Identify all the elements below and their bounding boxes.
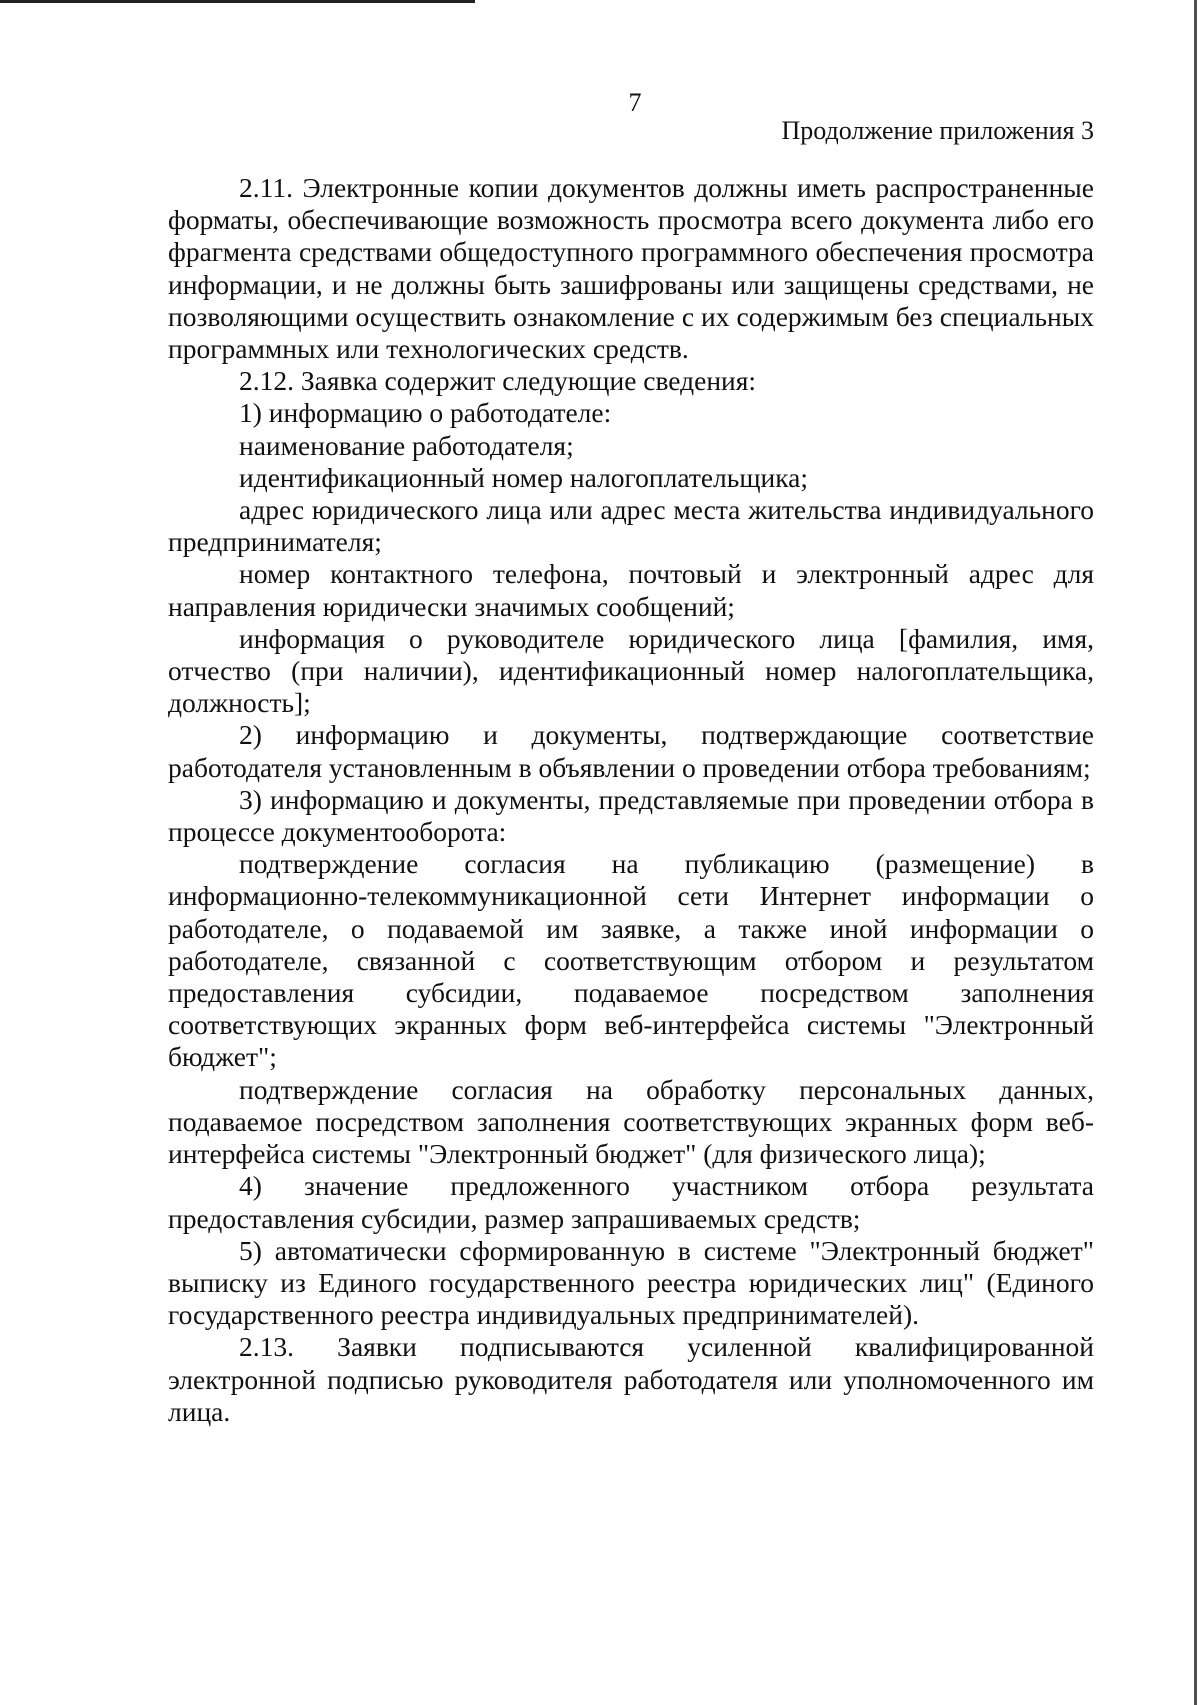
- appendix-continuation-label: Продолжение приложения 3: [781, 116, 1094, 145]
- list-subitem: информация о руководителе юридического лица [фамилия, имя, отчество (при наличии), идентификационный номер налогоплательщика, должность];: [168, 622, 1094, 719]
- list-subitem: адрес юридического лица или адрес места жительства индивидуального предпринимателя;: [168, 494, 1094, 558]
- scan-edge-top: [0, 0, 475, 3]
- list-subitem: подтверждение согласия на обработку персональных данных, подаваемое посредством заполнения соответствующих экранных форм веб-интерфейса системы "Электронный бюджет" (для физического лица);: [168, 1073, 1094, 1170]
- list-subitem: номер контактного телефона, почтовый и электронный адрес для направления юридически значимых сообщений;: [168, 558, 1094, 622]
- scan-edge-right: [1194, 0, 1197, 1705]
- list-item-2: 2) информацию и документы, подтверждающие соответствие работодателя установленным в объявлении о проведении отбора требованиям;: [168, 719, 1094, 783]
- paragraph-2-12: 2.12. Заявка содержит следующие сведения:: [239, 365, 757, 397]
- list-subitem: подтверждение согласия на публикацию (размещение) в информационно-телекоммуникационной сети Интернет информации о работодателе, о подаваемой им заявке, а также иной информации о работодателе, связанной с соответствующим отбором и результатом предоставления субсидии, подаваемое посредством заполнения соответствующих экранных форм веб-интерфейса системы "Электронный бюджет";: [168, 848, 1094, 1073]
- document-body: [168, 172, 1094, 1428]
- list-subitem: идентификационный номер налогоплательщика;: [239, 461, 809, 493]
- paragraph-2-11: 2.11. Электронные копии документов должны иметь распространенные форматы, обеспечивающие возможность просмотра всего документа либо его фрагмента средствами общедоступного программного обеспечения просмотра информации, и не должны быть зашифрованы или защищены средствами, не позволяющими осуществить ознакомление с их содержимым без специальных программных или технологических средств.: [168, 172, 1094, 365]
- page-number: 7: [628, 88, 642, 117]
- paragraph-2-13: 2.13. Заявки подписываются усиленной квалифицированной электронной подписью руководителя работодателя или уполномоченного им лица.: [168, 1331, 1094, 1427]
- list-item-5: 5) автоматически сформированную в системе "Электронный бюджет" выписку из Единого государственного реестра юридических лиц" (Единого государственного реестра индивидуальных предпринимателей).: [168, 1234, 1094, 1331]
- list-item-4: 4) значение предложенного участником отбора результата предоставления субсидии, размер запрашиваемых средств;: [168, 1170, 1094, 1234]
- list-subitem: наименование работодателя;: [239, 429, 574, 461]
- list-item-3: 3) информацию и документы, представляемые при проведении отбора в процессе документооборота:: [168, 783, 1094, 848]
- list-item-1: 1) информацию о работодателе:: [239, 397, 612, 429]
